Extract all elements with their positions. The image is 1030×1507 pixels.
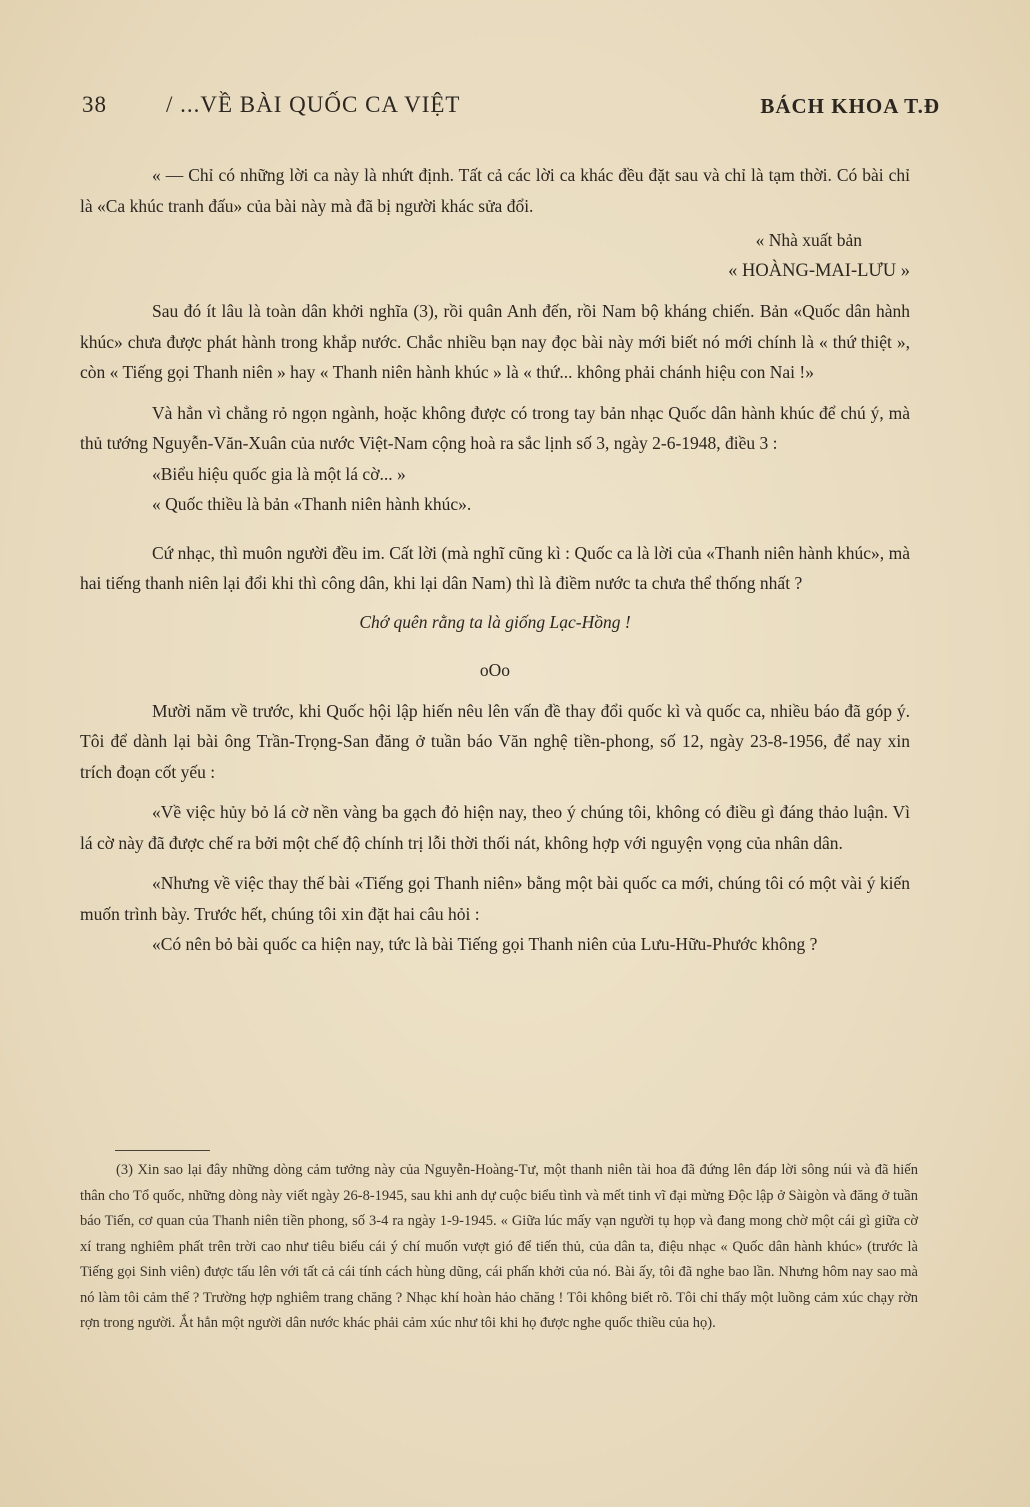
decree-quote-1: «Biểu hiệu quốc gia là một lá cờ... » [152, 463, 406, 484]
decree-quote-2: « Quốc thiều là bản «Thanh niên hành khúc». [152, 494, 472, 514]
paragraph-6: «Về việc hủy bỏ lá cờ nền vàng ba gạch đỏ hiện nay, theo ý chúng tôi, không có điều gì đáng thảo luận. Vì lá cờ này đã được chế ra bởi một chế độ chính trị lỗi thời thối nát, không hợp với nguyện vọng của nhân dân. [80, 802, 910, 853]
paragraph-3: Và hẳn vì chẳng rỏ ngọn ngành, hoặc không được có trong tay bản nhạc Quốc dân hành khúc để chú ý, mà thủ tướng Nguyễn-Văn-Xuân của nước Việt-Nam cộng hoà ra sắc lịnh số 3, ngày 2-6-1948, điều 3 : [80, 402, 910, 453]
publisher-line-2: « HOÀNG-MAI-LƯU » [728, 260, 910, 281]
paragraph-8: «Có nên bỏ bài quốc ca hiện nay, tức là bài Tiếng gọi Thanh niên của Lưu-Hữu-Phước không ? [152, 934, 818, 954]
paragraph-1: « — Chỉ có những lời ca này là nhứt định. Tất cả các lời ca khác đều đặt sau và chỉ là tạm thời. Có bài chỉ là «Ca khúc tranh đấu» của bài này mà đã bị người khác sửa đổi. [80, 165, 910, 216]
footnote-text: (3) Xin sao lại đây những dòng cảm tưởng này của Nguyễn-Hoàng-Tư, một thanh niên tài hoa đã đứng lên đáp lời sông núi và đã hiến thân cho Tổ quốc, những dòng này viết ngày 26-8-1945, sau khi anh dự cuộc biểu tình và mết tinh vĩ đại mừng Độc lập ở Sàigòn và đăng ở tuần báo Tiến, cơ quan của Thanh niên tiền phong, số 3-4 ra ngày 1-9-1945. « Giữa lúc mấy vạn người tụ họp và đang mong chờ một cái gì giữa cờ xí trang nghiêm phất trên trời cao như tiêu biểu cái ý chí muốn vượt gió để tiến thủ, của dân ta, điệu nhạc « Quốc dân hành khúc» (trước là Tiếng gọi Sinh viên) được tấu lên với tất cả cái tính cách hùng dũng, cái phấn khởi của nó. Bài ấy, tôi đã nghe bao lần. Nhưng hôm nay sao mà nó làm tôi cảm thế ? Trường hợp nghiêm trang chăng ? Nhạc khí hoàn hảo chăng ! Tôi không biết rõ. Tôi chỉ thấy một luồng cảm xúc chạy rờn rợn trong người. Ắt hẳn một người dân nước khác phải cảm xúc như tôi khi họ được nghe quốc thiều của họ). [80, 1162, 918, 1331]
paragraph-5: Mười năm về trước, khi Quốc hội lập hiến nêu lên vấn đề thay đổi quốc kì và quốc ca, nhiều báo đã góp ý. Tôi để dành lại bài ông Trần-Trọng-San đăng ở tuần báo Văn nghệ tiền-phong, số 12, ngày 23-8-1956, để nay xin trích đoạn cốt yếu : [80, 700, 910, 782]
slogan: Chớ quên rằng ta là giống Lạc-Hồng ! [359, 611, 631, 632]
page-number: 38 [82, 92, 107, 117]
footnote [80, 1158, 918, 1337]
article-body [80, 160, 910, 960]
paragraph-2: Sau đó ít lâu là toàn dân khởi nghĩa (3), rồi quân Anh đến, rồi Nam bộ kháng chiến. Bản «Quốc dân hành khúc» chưa được phát hành trong khắp nước. Chắc nhiều bạn nay đọc bài này mới biết nó mới chính là « thứ thiệt », còn « Tiếng gọi Thanh niên » hay « Thanh niên hành khúc » là « thứ... không phải chánh hiệu con Nai !» [80, 301, 910, 382]
section-separator: oOo [479, 660, 511, 680]
section-title: / ...VỀ BÀI QUỐC CA VIỆT [166, 92, 461, 117]
footnote-rule [115, 1150, 210, 1151]
paragraph-7: «Nhưng về việc thay thế bài «Tiếng gọi Thanh niên» bằng một bài quốc ca mới, chúng tôi có một vài ý kiến muốn trình bày. Trước hết, chúng tôi xin đặt hai câu hỏi : [80, 873, 910, 924]
paragraph-4: Cứ nhạc, thì muôn người đều im. Cất lời (mà nghĩ cũng kì : Quốc ca là lời của «Thanh niên hành khúc», mà hai tiếng thanh niên lại đổi khi thì công dân, khi lại dân Nam) thì là điềm nước ta chưa thể thống nhất ? [80, 542, 910, 593]
page-header [82, 92, 940, 122]
publisher-line-1: « Nhà xuất bản [755, 230, 862, 250]
magazine-name: BÁCH KHOA T.Đ [760, 94, 940, 118]
